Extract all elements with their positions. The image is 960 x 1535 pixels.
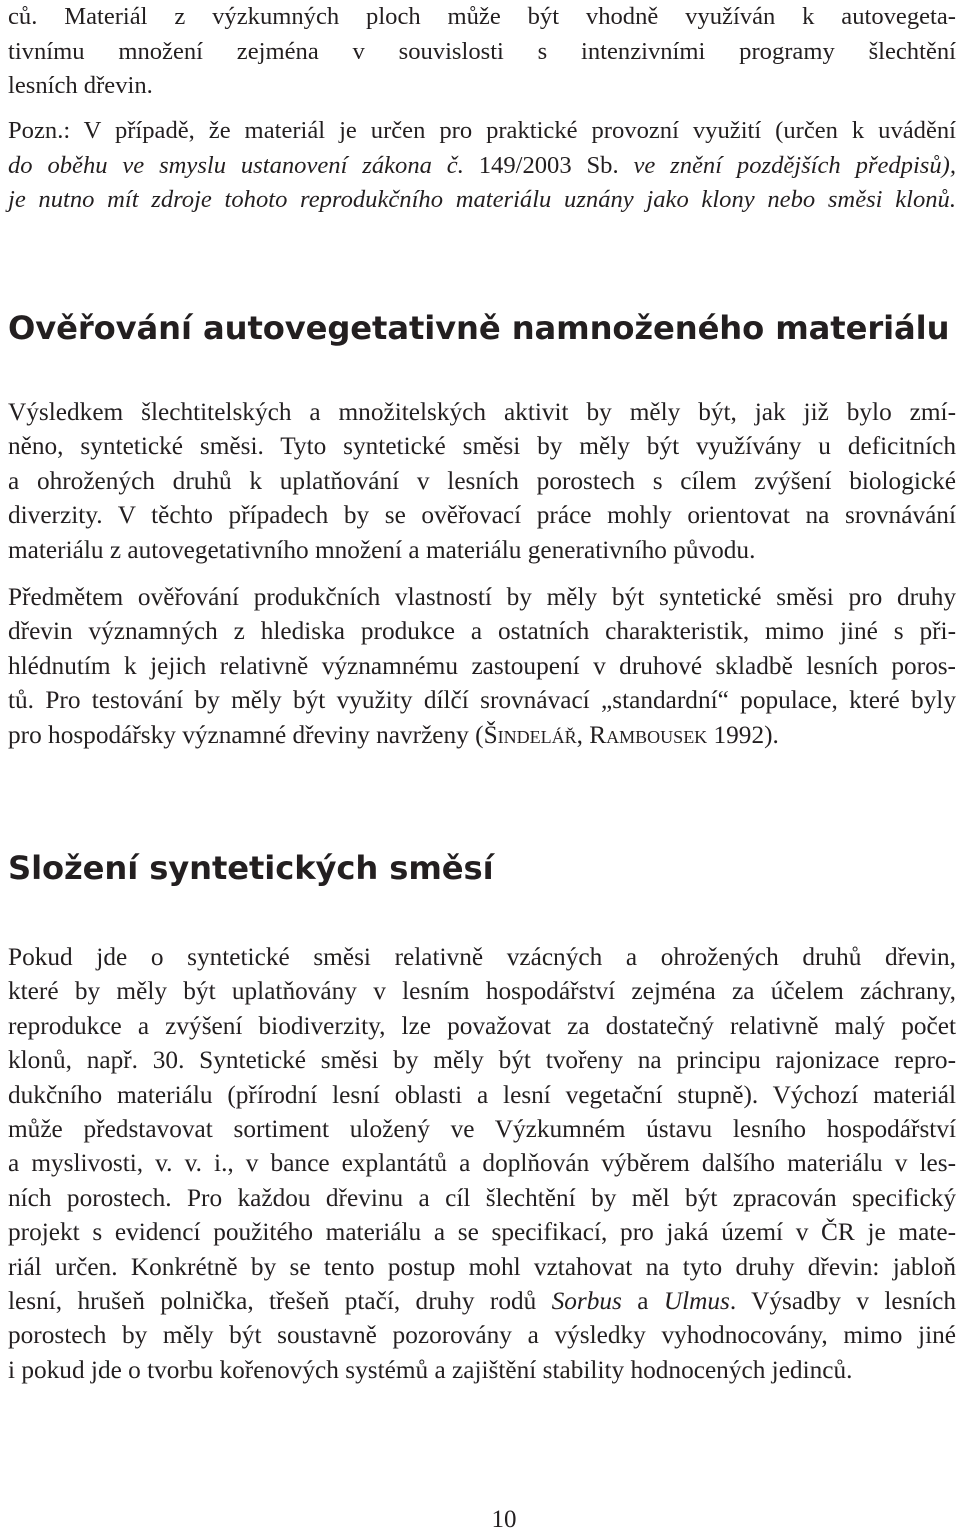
note-text: Pozn.: V případě, že materiál je určen pro praktické provozní využití (určen k uvádění [8,117,956,144]
paragraph-text: pro hospodářsky významné dřeviny navrženy ( [8,720,484,749]
paragraph-line: ních porostech. Pro každou dřevinu a cíl šlechtění by měl být zpracován specifický [8,1183,956,1212]
paragraph-line [8,718,956,752]
intro-line: ců. Materiál z výzkumných ploch může být vhodně využíván k autovegeta- [8,3,956,30]
paragraph-line: dukčního materiálu (přírodní lesní oblasti a lesní vegetační stupně). Výchozí materiál [8,1080,956,1109]
paragraph-line: reprodukce a zvýšení biodiverzity, lze považovat za dostatečný relativně malý počet [8,1011,956,1040]
law-reference: 149/2003 Sb. [478,151,619,179]
paragraph-line: které by měly být uplatňovány v lesním hospodářství zejména za účelem záchrany, [8,977,956,1006]
paragraph-line: porostech by měly být soustavně pozorovány a výsledky vyhodnocovány, mimo jiné [8,1321,956,1350]
citation-author: Rambousek [589,720,708,749]
note-line [8,149,956,184]
citation-year: 1992). [707,720,779,749]
note-paragraph [8,114,956,218]
page-number: 10 [491,1506,517,1533]
paragraph-text: . Výsadby v lesních [729,1287,956,1316]
paragraph-line: Předmětem ověřování produkčních vlastností by měly být syntetické směsi pro druhy [8,583,956,611]
note-line: je nutno mít zdroje tohoto reprodukčního materiálu uznány jako klony nebo směsi klonů. [8,186,956,214]
paragraph-line: dřevin významných z hlediska produkce a ostatních charakteristik, mimo jiné s při- [8,617,956,646]
paragraph-line [8,1284,956,1318]
paragraph-line: projekt s evidencí použitého materiálu a se specifikací, pro jaká území v ČR je mate- [8,1218,956,1247]
paragraph-line: materiálu z autovegetativního množení a materiálu generativního původu. [8,535,756,564]
paragraph-line: i pokud jde o tvorbu kořenových systémů a zajištění stability hodnocených jedinců. [8,1355,853,1384]
paragraph-line: hlédnutím k jejich relativně významnému zastoupení v druhové skladbě lesních poros- [8,651,956,680]
genus-name: Ulmus [663,1287,730,1316]
section-heading: Složení syntetických směsí [8,849,494,887]
genus-name: Sorbus [551,1287,622,1316]
paragraph-line: tů. Pro testování by měly být využity dílčí srovnávací „standardní“ populace, které byly [8,686,956,715]
paragraph-line: něno, syntetické směsi. Tyto syntetické směsi by měly být využívány u deficitních [8,432,956,461]
section-heading: Ověřování autovegetativně namnoženého materiálu [8,309,950,347]
paragraph-text: a [621,1287,664,1316]
body-paragraph [8,940,956,1387]
paragraph-text: lesní, hrušeň polnička, třešeň ptačí, druhy rodů [8,1287,552,1316]
paragraph-line: diverzity. V těchto případech by se ověřovací práce mohly orientovat na srovnávání [8,501,956,530]
intro-paragraph [8,0,956,104]
paragraph-line: klonů, např. 30. Syntetické směsi by měly být tvořeny na principu rajonizace repro- [8,1046,956,1075]
paragraph-line: Pokud jde o syntetické směsi relativně vzácných a ohrožených druhů dřevin, [8,943,956,971]
note-text: ve znění pozdějších předpisů), [618,151,956,179]
paragraph-line: a myslivosti, v. v. i., v bance explantátů a doplňován výběrem dalšího materiálu v les- [8,1149,956,1178]
intro-line: tivnímu množení zejména v souvislosti s intenzivními programy šlechtění [8,37,956,65]
body-paragraph [8,580,956,752]
body-paragraph [8,395,956,567]
citation-separator: , [576,720,590,749]
paragraph-line: může představovat sortiment uložený ve Výzkumném ústavu lesního hospodářství [8,1115,956,1144]
note-text: do oběhu ve smyslu ustanovení zákona č. [8,151,479,179]
paragraph-line: Výsledkem šlechtitelských a množitelských aktivit by měly být, jak již bylo zmí- [8,398,956,426]
citation-author: Šindelář [483,720,577,749]
paragraph-line: a ohrožených druhů k uplatňování v lesních porostech s cílem zvýšení biologické [8,466,956,495]
note-line [8,114,956,149]
paragraph-line: riál určen. Konkrétně by se tento postup mohl vztahovat na tyto druhy dřevin: jabloň [8,1252,956,1281]
intro-line: lesních dřevin. [8,72,153,100]
